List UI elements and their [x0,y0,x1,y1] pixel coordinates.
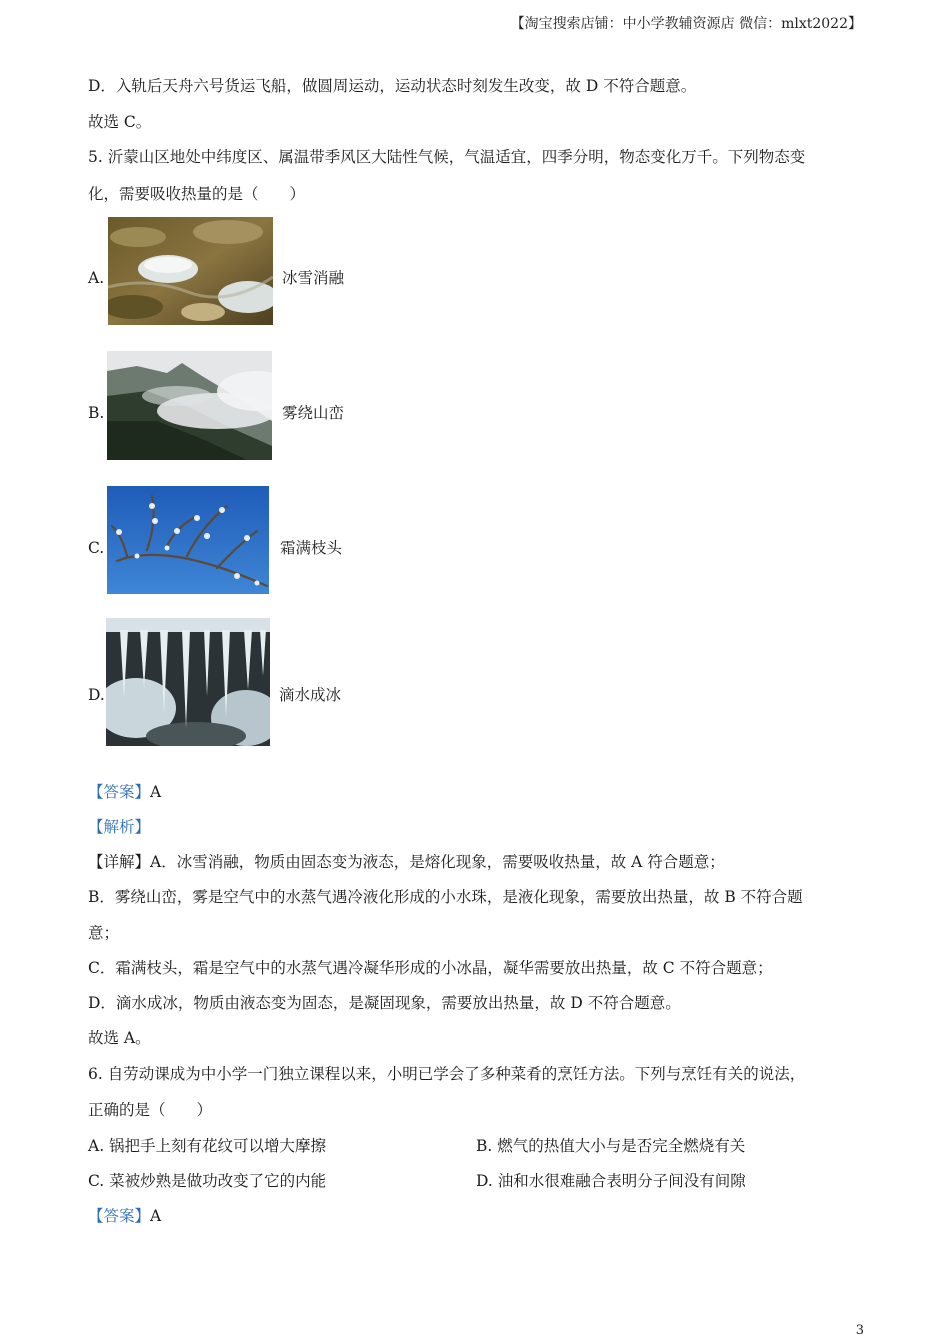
detail-conclusion: 故选 A。 [88,1029,151,1047]
page-header: 【淘宝搜索店铺：中小学教辅资源店 微信：mlxt2022】 [510,16,862,32]
answer-value: A [150,783,162,801]
option-d-label: D. [88,686,105,704]
option-b-caption: 雾绕山峦 [282,404,345,422]
detail-d: D．滴水成冰，物质由液态变为固态，是凝固现象，需要放出热量，故 D 不符合题意。 [88,994,681,1012]
q6-option-a: A. 锅把手上刻有花纹可以增大摩擦 [88,1137,327,1155]
answer-6-tag: 【答案】 [88,1207,151,1225]
frost-branch-photo [107,486,269,594]
option-d-caption: 滴水成冰 [279,686,342,704]
option-c-caption: 霜满枝头 [280,539,343,557]
question-6-line-2: 正确的是（ ） [88,1101,213,1119]
option-a-label: A. [88,269,105,287]
page-number: 3 [855,1323,864,1338]
icicles-photo [106,618,270,746]
detail-tag: 【详解】 [88,853,151,871]
answer-tag: 【答案】 [88,783,151,801]
answer-5 [88,781,161,803]
answer-6 [88,1205,161,1227]
answer-6-value: A [150,1207,162,1225]
q6-option-c: C. 菜被炒熟是做功改变了它的内能 [88,1172,327,1190]
analysis-tag: 【解析】 [88,818,151,836]
melting-ice-photo [108,217,273,325]
foggy-mountain-photo [107,351,272,460]
detail-b-line-2: 意； [88,924,120,942]
detail-a [88,851,725,873]
option-a-caption: 冰雪消融 [282,269,345,287]
option-b-label: B. [88,404,105,422]
question-5-line-2: 化，需要吸收热量的是（ ） [88,185,306,203]
detail-c: C．霜满枝头，霜是空气中的水蒸气遇冷凝华形成的小冰晶，凝华需要放出热量，故 C 不符合题意； [88,959,773,977]
q6-option-d: D. 油和水很难融合表明分子间没有间隙 [476,1172,746,1190]
prev-option-d: D．入轨后天舟六号货运飞船，做圆周运动，运动状态时刻发生改变，故 D 不符合题意。 [88,77,697,95]
question-6-line-1: 6. 自劳动课成为中小学一门独立课程以来，小明已学会了多种菜肴的烹饪方法。下列与烹饪有关的说法， [88,1065,806,1083]
detail-b-line-1: B．雾绕山峦，雾是空气中的水蒸气遇冷液化形成的小水珠，是液化现象，需要放出热量，故 B 不符合题 [88,888,803,906]
option-c-label: C. [88,539,105,557]
detail-a-text: A．冰雪消融，物质由固态变为液态，是熔化现象，需要吸收热量，故 A 符合题意； [150,853,725,871]
question-5-line-1: 5. 沂蒙山区地处中纬度区、属温带季风区大陆性气候，气温适宜，四季分明，物态变化万千。下列物态变 [88,148,806,166]
prev-conclusion: 故选 C。 [88,113,152,131]
q6-option-b: B. 燃气的热值大小与是否完全燃烧有关 [476,1137,746,1155]
